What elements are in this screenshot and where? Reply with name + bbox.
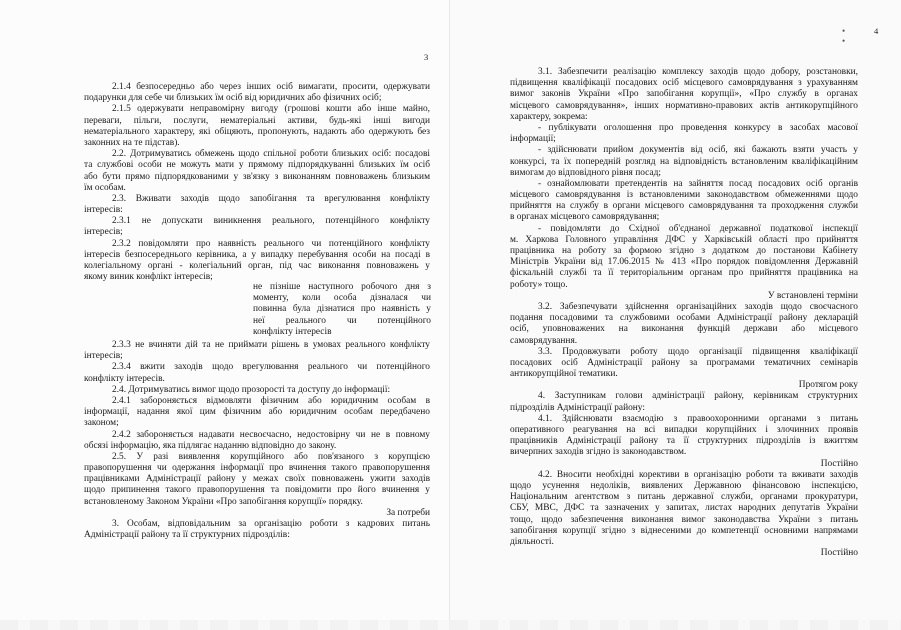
text-line: Постійно bbox=[820, 458, 858, 469]
page-number: 4 bbox=[874, 26, 879, 36]
text-line: 2.4.1 забороняється відмовляти фізичним або юридичним особам в bbox=[112, 395, 430, 406]
paragraph bbox=[510, 67, 858, 123]
text-line: Національним агентством з питань державної служби, органами прокуратури, bbox=[510, 492, 858, 503]
text-line: обсязі інформацію, яка підлягає наданню відповідно до закону. bbox=[84, 440, 337, 451]
text-line: вичерпних заходів згідно із законодавством. bbox=[510, 447, 687, 458]
paragraph bbox=[510, 224, 858, 291]
paragraph bbox=[510, 179, 858, 224]
text-line: законних на те підстав). bbox=[84, 137, 180, 148]
text-line: роботу» тощо. bbox=[510, 279, 568, 290]
paragraph bbox=[510, 470, 858, 548]
text-line: 3. Особам, відповідальним за організацію роботи з кадрових питань bbox=[112, 519, 430, 529]
text-line: посадових осіб Адміністрації району за програмами тематичних семінарів bbox=[510, 357, 858, 368]
text-line: працівника на роботу за формою згідно з додатком до постанови Кабінету bbox=[510, 246, 858, 256]
text-line: якому виник конфлікт інтересів; bbox=[84, 272, 213, 283]
paragraph bbox=[510, 145, 858, 179]
text-line: працівників Адміністрації району та її структурних підрозділів із вжиттям bbox=[510, 436, 858, 447]
text-line: 2.1.4 безпосередньо або через інших осіб вимагати, просити, одержувати bbox=[112, 82, 430, 92]
text-line: самоврядування. bbox=[510, 335, 578, 346]
paragraph bbox=[84, 82, 430, 104]
paragraph bbox=[84, 239, 430, 284]
scan-edge bbox=[0, 620, 901, 630]
paragraph bbox=[84, 216, 430, 238]
text-line: конфлікту інтересів bbox=[253, 326, 332, 337]
text-line: моменту, коли особа дізналася чи bbox=[253, 293, 431, 304]
text-line: Постійно bbox=[820, 548, 858, 559]
paragraph bbox=[84, 385, 430, 452]
text-line: встановленому Законом України «Про запобігання корупції» порядку. bbox=[84, 496, 363, 507]
paragraph bbox=[84, 340, 430, 362]
text-line: осіб, уповноважених на виконання функцій держави або місцевого bbox=[510, 324, 858, 335]
text-line: підвищення кваліфікації посадових осіб місцевого самоврядування з урахуванням bbox=[510, 78, 858, 89]
text-line: колегіальному органі - колегіальний орган, під час виконання повноважень у bbox=[84, 261, 430, 271]
text-line: характеру, зокрема: bbox=[510, 111, 588, 122]
text-line: 2.5. У разі виявлення корупційного або пов'язаного з корупцією bbox=[112, 451, 430, 462]
text-line: в органах місцевого самоврядування; bbox=[510, 212, 660, 223]
text-line: місцевого самоврядування», інших нормативно-правових актів антикорупційного bbox=[510, 100, 858, 111]
text-line: 3.3. Продовжувати роботу щодо організації підвищення кваліфікації bbox=[538, 346, 858, 357]
paragraph bbox=[84, 104, 430, 149]
text-line: діяльності. bbox=[510, 536, 554, 547]
text-line: 2.3. Вживати заходів щодо запобігання та врегулювання конфлікту bbox=[112, 193, 430, 204]
paragraph bbox=[510, 123, 858, 145]
text-line: неї реального чи потенційного bbox=[253, 315, 431, 326]
text-line: не пізніше наступного робочого дня з bbox=[253, 282, 431, 292]
paragraph bbox=[510, 347, 858, 381]
text-line: переваги, пільги, послуги, нематеріальні активи, будь-які інші вигоди bbox=[84, 115, 430, 126]
text-line: подання посадовими та службовими особами Адміністрації району декларацій bbox=[510, 313, 858, 324]
text-line: подарунки для себе чи близьких їм осіб від юридичних або фізичних осіб; bbox=[84, 93, 382, 104]
text-line: 2.3.2 повідомляти про наявність реального чи потенційного конфлікту bbox=[112, 238, 430, 249]
paragraph bbox=[84, 194, 430, 216]
paragraph bbox=[84, 362, 430, 384]
text-line: інтересів; bbox=[84, 351, 123, 362]
page-left bbox=[0, 0, 450, 630]
page-right bbox=[450, 0, 901, 630]
text-line: інтересів безпосереднього керівника, а у випадку перебування особи на посаді в bbox=[84, 249, 430, 260]
text-line: інтересів: bbox=[84, 205, 123, 216]
text-line: місцевого самоврядування із встановленими законодавством обмеженнями щодо bbox=[510, 190, 858, 201]
text-line: 3.2. Забезпечувати здійснення організаційних заходів щодо своєчасного bbox=[538, 301, 858, 312]
paragraph bbox=[510, 414, 858, 459]
text-line: 2.3.3 не вчиняти дій та не приймати рішень в умовах реального конфлікту bbox=[112, 340, 430, 350]
text-line: 2.3.1 не допускати виникнення реального, потенційного конфлікту bbox=[112, 216, 430, 227]
text-line: оперативного реагування на всі випадки корупційних і злочинних проявів bbox=[510, 425, 858, 435]
text-line: вимог законів України «Про запобігання корупції», «Про службу в органах bbox=[510, 89, 858, 100]
page-number: 3 bbox=[424, 52, 429, 62]
text-line: СБУ, МВС, ДФС та зазначених у запитах, листах народних депутатів України bbox=[510, 503, 858, 514]
paragraph bbox=[84, 149, 430, 194]
text-column bbox=[84, 82, 430, 283]
text-line: правопорушення чи одержання інформації про вчинення такого правопорушення bbox=[84, 463, 430, 474]
text-line: м. Харкова Головного управління ДФС у Харківській області про прийняття bbox=[510, 234, 858, 245]
text-line: 4.2. Вносити необхідні корективи в організацію роботи та вживати заходів bbox=[538, 469, 858, 480]
text-column bbox=[84, 340, 430, 541]
text-line: щодо усунення недоліків, виявлених Державною фінансовою інспекцією, bbox=[510, 480, 858, 491]
text-line: антикорупційної тематики. bbox=[510, 369, 618, 380]
text-line: або бути прямо підпорядкованими у зв'язку з виконанням повноважень близьким bbox=[84, 171, 430, 182]
text-line: 2.2. Дотримуватись обмежень щодо спільної роботи близьких осіб: посадові bbox=[112, 149, 430, 160]
paragraph bbox=[510, 391, 858, 413]
text-line: 4. Заступникам голови адміністрації району, керівникам структурних bbox=[538, 391, 858, 402]
text-line: та службові особи не можуть мати у прямому підпорядкуванні близьких їм осіб bbox=[84, 160, 430, 171]
text-line: - повідомляти до Східної об'єднаної державної податкової інспекції bbox=[538, 223, 858, 234]
text-line: - публікувати оголошення про проведення конкурсу в засобах масової bbox=[538, 122, 858, 133]
scan-marks: • • bbox=[842, 26, 866, 46]
text-line: вимогам до відповідного рівня посад; bbox=[510, 167, 661, 178]
text-line: повинна була дізнатися про наявність у bbox=[253, 304, 431, 315]
paragraph bbox=[510, 302, 858, 347]
paragraph bbox=[84, 519, 430, 541]
text-line: 2.4.2 забороняється надавати несвоєчасно, недостовірну чи не в повному bbox=[112, 429, 430, 440]
text-line: - здійснювати прийом документів від осіб, які бажають взяти участь у bbox=[538, 145, 858, 156]
text-line: законом; bbox=[84, 418, 119, 429]
text-line: У встановлені терміни bbox=[767, 290, 858, 301]
text-line: За потреби bbox=[386, 507, 430, 518]
text-line: 2.1.5 одержувати неправомірну вигоду (грошові кошти або інше майно, bbox=[112, 104, 430, 115]
paragraph bbox=[84, 452, 430, 508]
text-line: прийняття на службу в органи місцевого самоврядування та проходження служби bbox=[510, 201, 858, 212]
text-line: нематеріального характеру, які обіцяють, пропонують, надають або одержують без bbox=[84, 126, 430, 137]
text-line: 3.1. Забезпечити реалізацію комплексу заходів щодо добору, розстановки, bbox=[538, 67, 858, 77]
text-line: Адміністрації району та її структурних підрозділів: bbox=[84, 530, 290, 541]
text-line: 2.3.4 вжити заходів щодо врегулювання реального чи потенційного bbox=[112, 362, 430, 373]
text-line: працівниками Адміністрації району у межах своїх повноважень ужити заходів bbox=[84, 474, 430, 485]
text-line: тощо, щодо забезпечення виконання вимог законодавства України з питань bbox=[510, 514, 858, 525]
text-line: - ознайомлювати претендентів на зайняття посад посадових осіб органів bbox=[538, 178, 858, 189]
text-line: Протягом року bbox=[798, 380, 858, 391]
text-line: Міністрів України від 17.06.2015 № 413 «Про порядок повідомлення Державній bbox=[510, 257, 858, 268]
text-line: інформації; bbox=[510, 134, 556, 145]
text-line: фіскальній службі та її територіальним органам про прийняття працівника на bbox=[510, 268, 858, 279]
quote-block bbox=[253, 282, 431, 338]
text-line: конфлікту інтересів. bbox=[84, 373, 165, 384]
text-line: їм особам. bbox=[84, 182, 126, 193]
text-line: підрозділів Адміністрації району: bbox=[510, 402, 645, 413]
text-column bbox=[510, 67, 858, 559]
text-line: конкурсі, та їх попередній розгляд на відповідність встановленим кваліфікаційним bbox=[510, 156, 858, 167]
text-line: інформації, надання якої цим фізичним або юридичним особам передбачено bbox=[84, 407, 430, 418]
text-line: інтересів; bbox=[84, 227, 123, 238]
text-line: щодо припинення такого правопорушення та повідомити про його вчинення у bbox=[84, 485, 430, 496]
text-line: запобігання корупції згідно з віднесеними до компетенції основними напрямами bbox=[510, 525, 858, 536]
text-line: 2.4. Дотримуватись вимог щодо прозорості та доступу до інформації: bbox=[112, 384, 391, 395]
text-line: 4.1. Здійснювати взаємодію з правоохоронними органами з питань bbox=[538, 413, 858, 424]
